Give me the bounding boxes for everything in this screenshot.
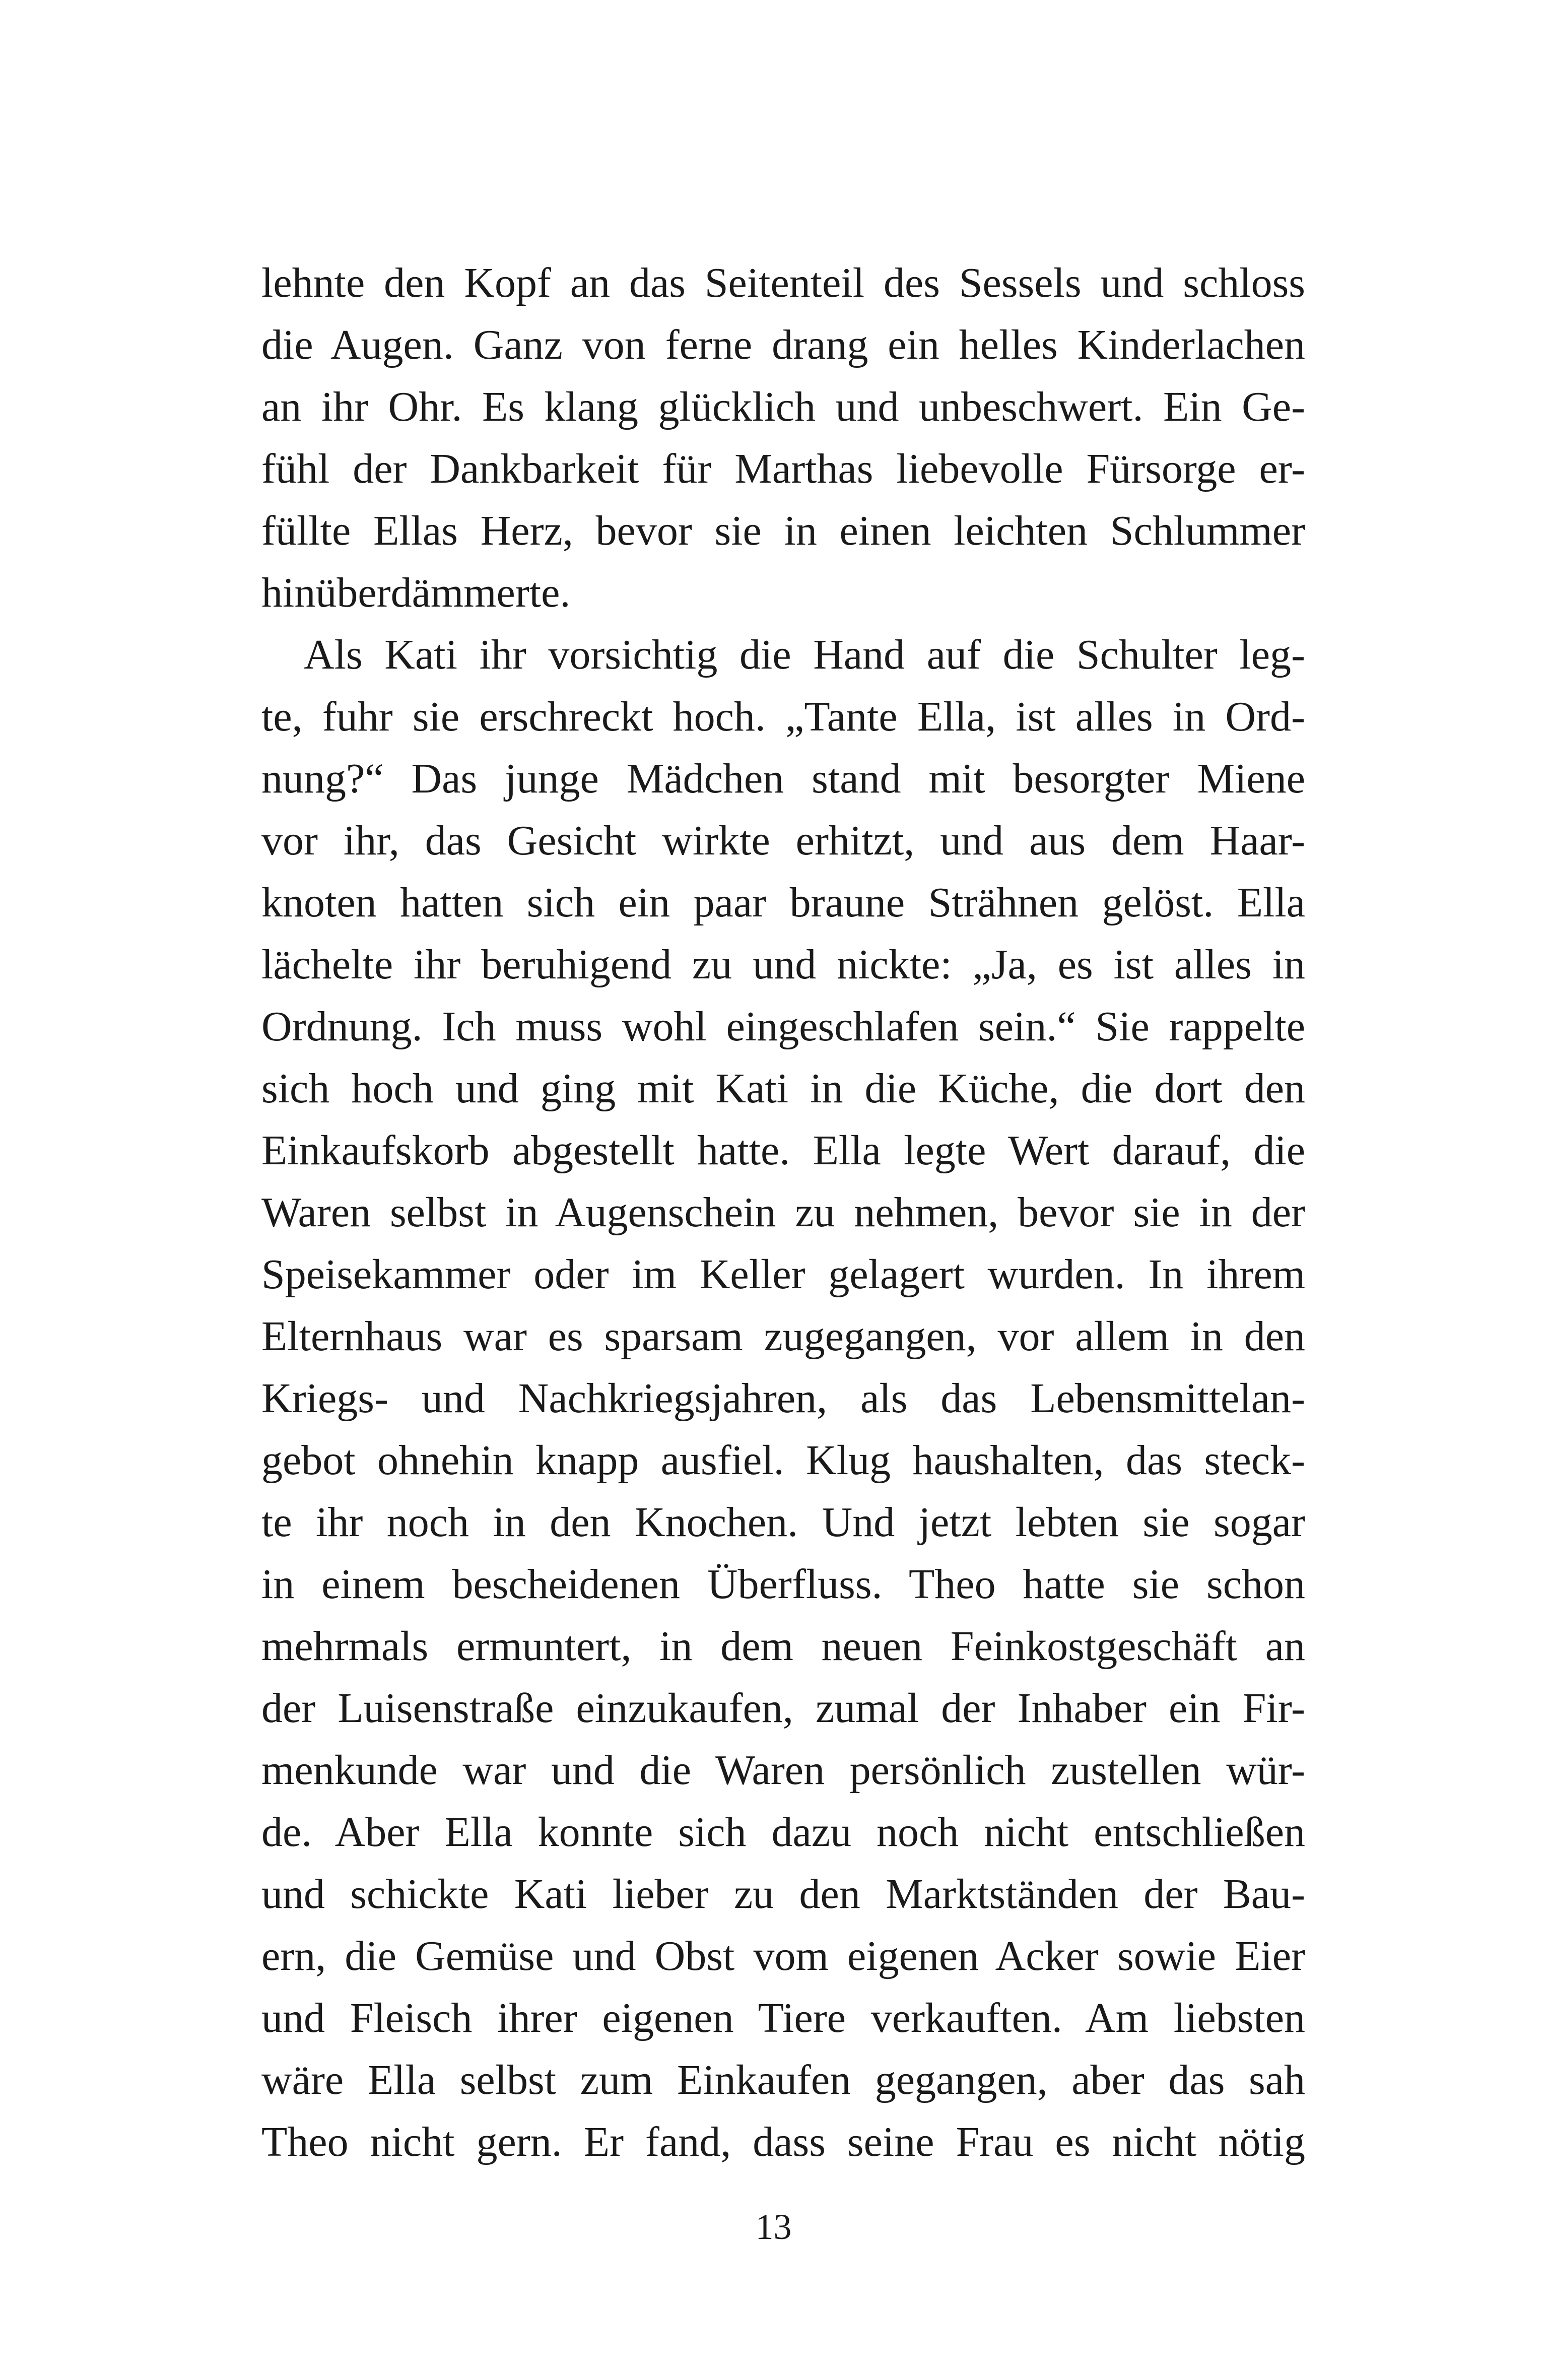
text-line: wäre Ella selbst zum Einkaufen gegangen, aber das sah <box>261 2057 1305 2103</box>
text-line: hinüberdämmerte. <box>261 569 571 616</box>
text-line: Theo nicht gern. Er fand, dass seine Frau es nicht nötig <box>261 2119 1305 2165</box>
text-line: mehrmals ermuntert, in dem neuen Feinkostgeschäft an <box>261 1623 1305 1670</box>
text-line: der Luisenstraße einzukaufen, zumal der Inhaber ein Fir- <box>261 1685 1305 1732</box>
text-line: Einkaufskorb abgestellt hatte. Ella legte Wert darauf, die <box>261 1127 1305 1174</box>
text-line: Waren selbst in Augenschein zu nehmen, bevor sie in der <box>261 1189 1305 1236</box>
text-line: die Augen. Ganz von ferne drang ein helles Kinderlachen <box>261 321 1305 368</box>
text-line: gebot ohnehin knapp ausfiel. Klug haushalten, das steck- <box>261 1437 1305 1484</box>
text-line: te, fuhr sie erschreckt hoch. „Tante Ella, ist alles in Ord- <box>261 693 1305 740</box>
text-line: knoten hatten sich ein paar braune Strähnen gelöst. Ella <box>261 879 1305 926</box>
text-line: ern, die Gemüse und Obst vom eigenen Acker sowie Eier <box>261 1933 1305 1979</box>
text-line: lächelte ihr beruhigend zu und nickte: „Ja, es ist alles in <box>261 941 1305 988</box>
text-line: und schickte Kati lieber zu den Marktständen der Bau- <box>261 1871 1305 1918</box>
body-text <box>261 252 1305 2173</box>
paragraph-2 <box>261 624 1305 2173</box>
text-line: an ihr Ohr. Es klang glücklich und unbeschwert. Ein Ge- <box>261 383 1305 430</box>
text-line: fühl der Dankbarkeit für Marthas liebevolle Fürsorge er- <box>261 445 1305 492</box>
text-line: de. Aber Ella konnte sich dazu noch nicht entschließen <box>261 1809 1305 1856</box>
text-line: te ihr noch in den Knochen. Und jetzt lebten sie sogar <box>261 1499 1305 1546</box>
text-line: Speisekammer oder im Keller gelagert wurden. In ihrem <box>261 1251 1305 1298</box>
paragraph-1 <box>261 252 1305 624</box>
text-line: sich hoch und ging mit Kati in die Küche, die dort den <box>261 1065 1305 1112</box>
text-line: in einem bescheidenen Überfluss. Theo hatte sie schon <box>261 1561 1305 1608</box>
text-line: lehnte den Kopf an das Seitenteil des Sessels und schloss <box>261 259 1305 306</box>
text-line: vor ihr, das Gesicht wirkte erhitzt, und aus dem Haar- <box>261 817 1305 864</box>
text-line: nung?“ Das junge Mädchen stand mit besorgter Miene <box>261 755 1305 802</box>
text-line: Als Kati ihr vorsichtig die Hand auf die Schulter leg- <box>304 631 1305 678</box>
page-number: 13 <box>755 2207 792 2247</box>
text-line: Ordnung. Ich muss wohl eingeschlafen sein.“ Sie rappelte <box>261 1003 1305 1050</box>
text-line: Elternhaus war es sparsam zugegangen, vor allem in den <box>261 1313 1305 1360</box>
text-line: und Fleisch ihrer eigenen Tiere verkauften. Am liebsten <box>261 1995 1305 2041</box>
text-line: menkunde war und die Waren persönlich zustellen wür- <box>261 1747 1305 1794</box>
text-line: füllte Ellas Herz, bevor sie in einen leichten Schlummer <box>261 507 1305 554</box>
text-line: Kriegs- und Nachkriegsjahren, als das Lebensmittelan- <box>261 1375 1305 1422</box>
